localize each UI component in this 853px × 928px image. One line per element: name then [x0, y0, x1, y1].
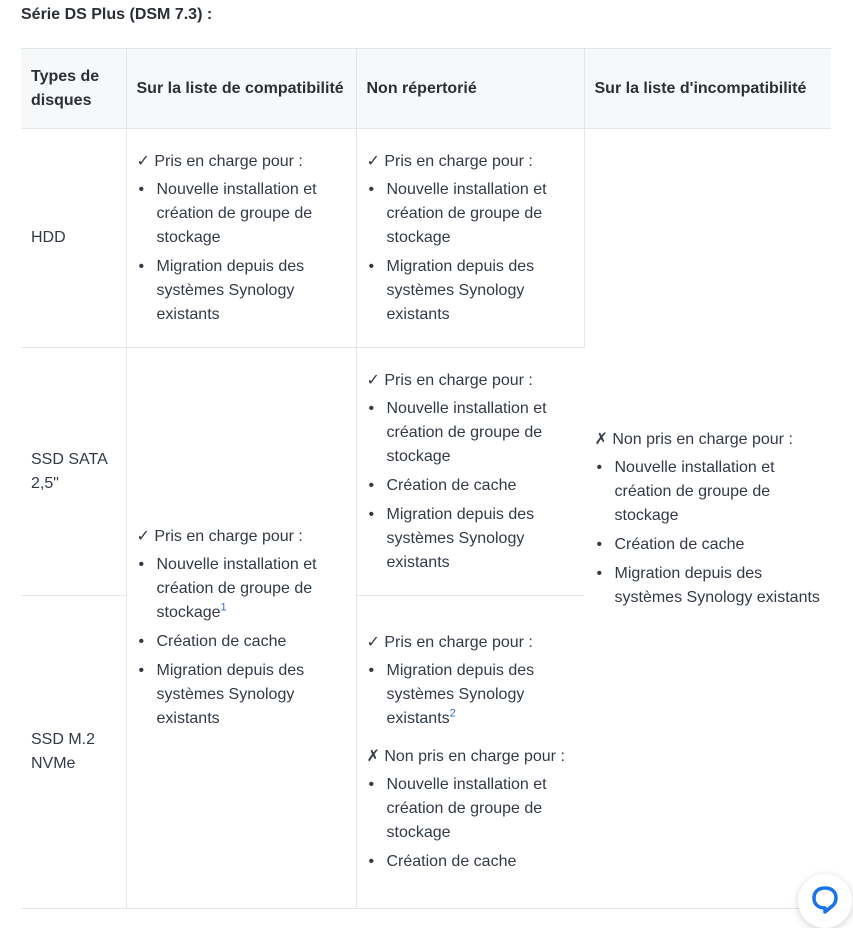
- header-unlisted: Non répertorié: [356, 49, 584, 129]
- section-heading: Série DS Plus (DSM 7.3) :: [21, 6, 213, 23]
- list-item: • Nouvelle installation et création de groupe de stockage$^1$: [157, 553, 346, 625]
- list-item: • Création de cache: [615, 533, 822, 557]
- chat-button[interactable]: [798, 874, 852, 928]
- list-item: • Migration depuis des systèmes Synology existants: [387, 503, 575, 575]
- supported-heading: ✓ Pris en charge pour :: [136, 152, 303, 170]
- support-list: [367, 397, 575, 575]
- list-item: • Nouvelle installation et création de groupe de stockage: [387, 773, 575, 845]
- list-item: • Nouvelle installation et création de groupe de stockage: [387, 397, 575, 469]
- support-list: [137, 553, 346, 731]
- support-list: [367, 178, 574, 327]
- list-item: • Nouvelle installation et création de groupe de stockage: [387, 178, 574, 250]
- table-header-row: [21, 49, 831, 129]
- list-item: • Migration depuis des systèmes Synology existants: [157, 255, 346, 327]
- supported-heading: ✓ Pris en charge pour :: [366, 371, 533, 389]
- compatibility-table: [21, 48, 831, 909]
- header-incompatibility-list: Sur la liste d'incompatibilité: [584, 49, 831, 129]
- list-item: • Nouvelle installation et création de groupe de stockage: [157, 178, 346, 250]
- chat-bubble-icon: [811, 885, 839, 915]
- list-item: • Nouvelle installation et création de groupe de stockage: [615, 456, 822, 528]
- cell-incompatibility: [584, 129, 831, 909]
- cell-hdd-compat: [126, 129, 356, 348]
- list-item: • Création de cache: [157, 630, 346, 654]
- cell-ssd-compat: [126, 348, 356, 909]
- supported-heading: ✓ Pris en charge pour :: [366, 633, 533, 651]
- disk-type-hdd: HDD: [21, 129, 126, 348]
- unsupported-heading: ✗ Non pris en charge pour :: [366, 747, 565, 765]
- disk-type-ssd-sata: SSD SATA 2,5": [21, 348, 126, 596]
- cell-sata-unlisted: [356, 348, 584, 596]
- support-list: [367, 659, 575, 731]
- cell-hdd-unlisted: [356, 129, 584, 348]
- disk-type-ssd-nvme: SSD M.2 NVMe: [21, 596, 126, 909]
- header-disk-types: Types de disques: [21, 49, 126, 129]
- footnote-ref[interactable]: 2: [449, 707, 456, 720]
- list-item: • Création de cache: [387, 850, 575, 874]
- list-item: • Migration depuis des systèmes Synology existants: [387, 255, 574, 327]
- supported-heading: ✓ Pris en charge pour :: [136, 528, 303, 545]
- cell-nvme-unlisted: [356, 596, 584, 909]
- support-list: [367, 773, 575, 874]
- list-item: • Migration depuis des systèmes Synology existants: [157, 659, 346, 731]
- header-compatibility-list: Sur la liste de compatibilité: [126, 49, 356, 129]
- list-item: • Migration depuis des systèmes Synology existants: [615, 562, 822, 610]
- footnote-ref[interactable]: 1: [220, 601, 227, 614]
- support-list: [595, 456, 822, 610]
- list-item: • Migration depuis des systèmes Synology existants$^2$: [387, 659, 575, 731]
- supported-heading: ✓ Pris en charge pour :: [366, 152, 533, 170]
- support-list: [137, 178, 346, 327]
- unsupported-heading: ✗ Non pris en charge pour :: [594, 430, 793, 448]
- table-row: [21, 129, 831, 348]
- list-item: • Création de cache: [387, 474, 575, 498]
